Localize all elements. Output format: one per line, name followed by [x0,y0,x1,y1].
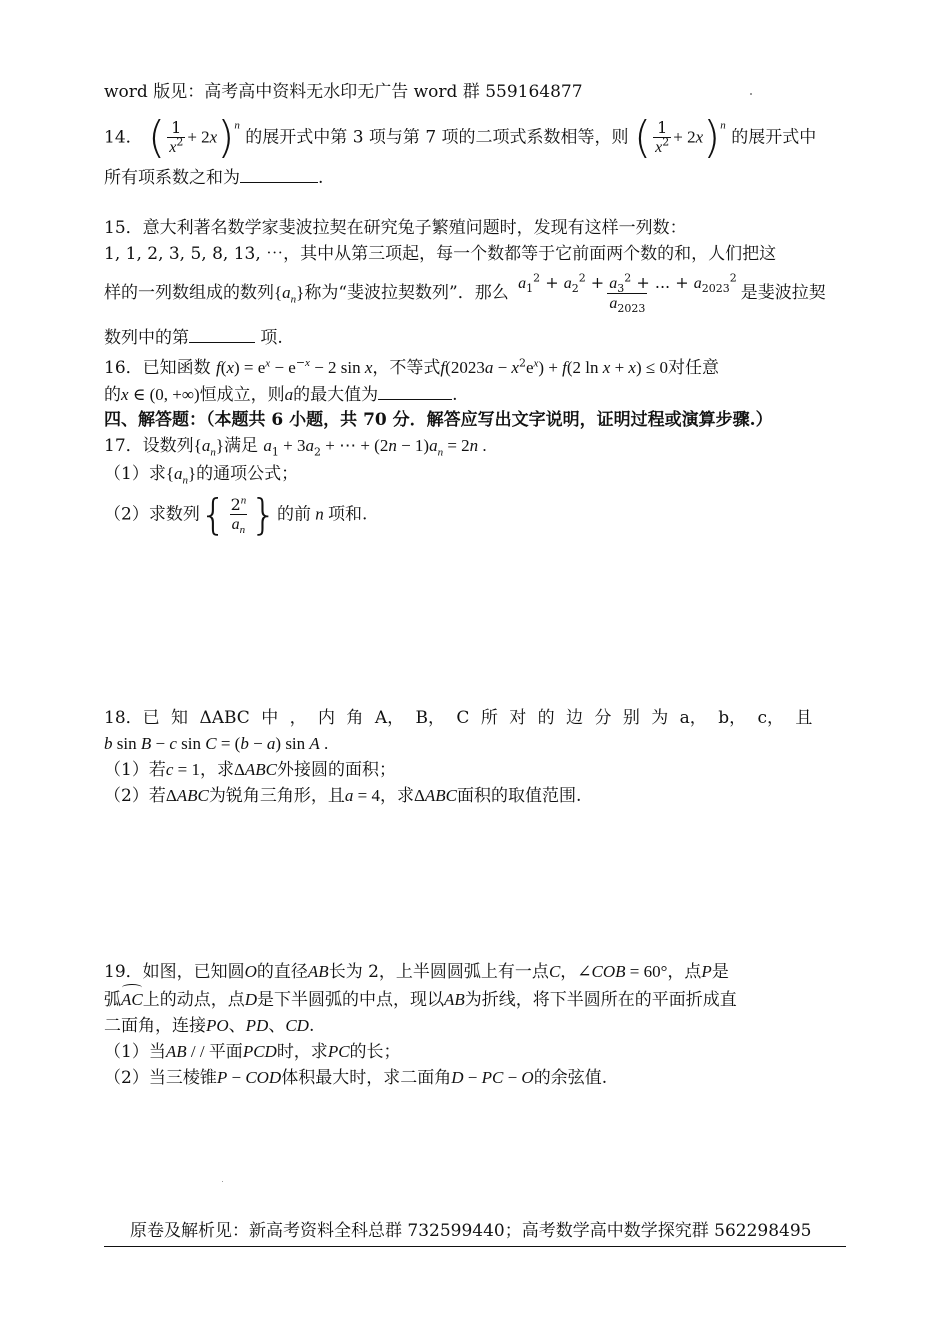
q17-number: 17． [104,436,143,456]
q14-line2: 所有项系数之和为 . [104,168,324,188]
q15-line4: 数列中的第 项. [104,328,283,348]
q15-line2: 1, 1, 2, 3, 5, 8, 13, ⋯，其中从第三项起，每一个数都等于它前面两个数的和，人们把这 [104,244,777,264]
q19-line3: 二面角，连接PO、PD、CD. [104,1016,315,1036]
answer-blank [240,168,318,183]
q14-line1: 14． ( $\frac{1}{x^2}$ + 2x)$^n$ 的展开式中第 3 项与第 7 项的二项式系数相等，则 ( $\frac{1}{x^2}$ + 2x)$^n$ 的展开式中 [104,112,817,163]
q19-number: 19． [104,962,143,982]
q19-part1: （1）当AB / / 平面PCD时，求PC的长； [104,1042,401,1062]
q19-part2: （2）当三棱锥P − COD体积最大时，求二面角D − PC − O的余弦值. [104,1068,608,1088]
q15-line3: 样的一列数组成的数列$\{a_n\}$称为“斐波拉契数列”．那么 $\frac{a_1^2 + a_2^2 + a_3^2 + ... + a_{2023}^2}{a_{2023}}$ 是斐波拉契 [104,271,826,316]
q19-line2: 弧AC上的动点，点D是下半圆弧的中点，现以AB为折线，将下半圆所在的平面折成直 [104,990,737,1010]
stray-dot [750,93,752,95]
q18-part2: （2）若ΔABC为锐角三角形，且a = 4，求ΔABC面积的取值范围. [104,786,582,806]
q17-part2: （2）求数列{ $\frac{2^n}{a_n}$ }的前 n 项和. [104,490,368,539]
q15-number: 15． [104,218,143,238]
q18-line1: 18．已 知 ΔABC 中 ， 内 角 A， B， C 所 对 的 边 分 别 为 a， b， c， 且 [104,708,813,728]
answer-blank [189,328,255,343]
stray-dot [222,1181,223,1182]
q19-line1: 19．如图，已知圆O的直径AB长为 2，上半圆圆弧上有一点C，∠COB = 60°，点P是 [104,962,729,982]
q18-number: 18． [104,708,143,728]
answer-blank [378,385,452,400]
q18-line2: b sin B − c sin C = (b − a) sin A . [104,734,329,753]
q14-text2: 的展开式中 [731,127,817,148]
q17-line1: 17．设数列$\{a_n\}$满足 $a_1 + 3a_2$ + ⋯ + $(2n - 1)a_n = 2n$ . [104,436,487,459]
section-title: 四、解答题：（本题共 6 小题，共 70 分．解答应写出文字说明，证明过程或演算步骤.） [104,410,773,430]
q17-part1: （1）求$\{a_n\}$的通项公式； [104,464,299,487]
q16-number: 16． [104,358,143,378]
q16-line1: 16．已知函数 $f(x) = e^x - e^{-x} - 2$ sin x，不等式$f(2023a - x^2e^x) + f(2$ ln x + x) ≤ 0对任意 [104,356,719,378]
footer-divider [104,1246,846,1247]
q18-part1: （1）若c = 1，求ΔABC外接圆的面积； [104,760,397,780]
q16-line2: 的x ∈ (0, +∞)恒成立，则a的最大值为 . [104,385,458,405]
q14-text1: 的展开式中第 3 项与第 7 项的二项式系数相等，则 [245,127,629,148]
header-note: word 版见：高考高中资料无水印无广告 word 群 559164877 [104,82,583,102]
q14-number: 14． [104,127,143,148]
footer-note: 原卷及解析见：新高考资料全科总群 732599440；高考数学高中数学探究群 562298495 [130,1221,812,1241]
q15-line1: 15．意大利著名数学家斐波拉契在研究兔子繁殖问题时，发现有这样一列数： [104,218,687,238]
